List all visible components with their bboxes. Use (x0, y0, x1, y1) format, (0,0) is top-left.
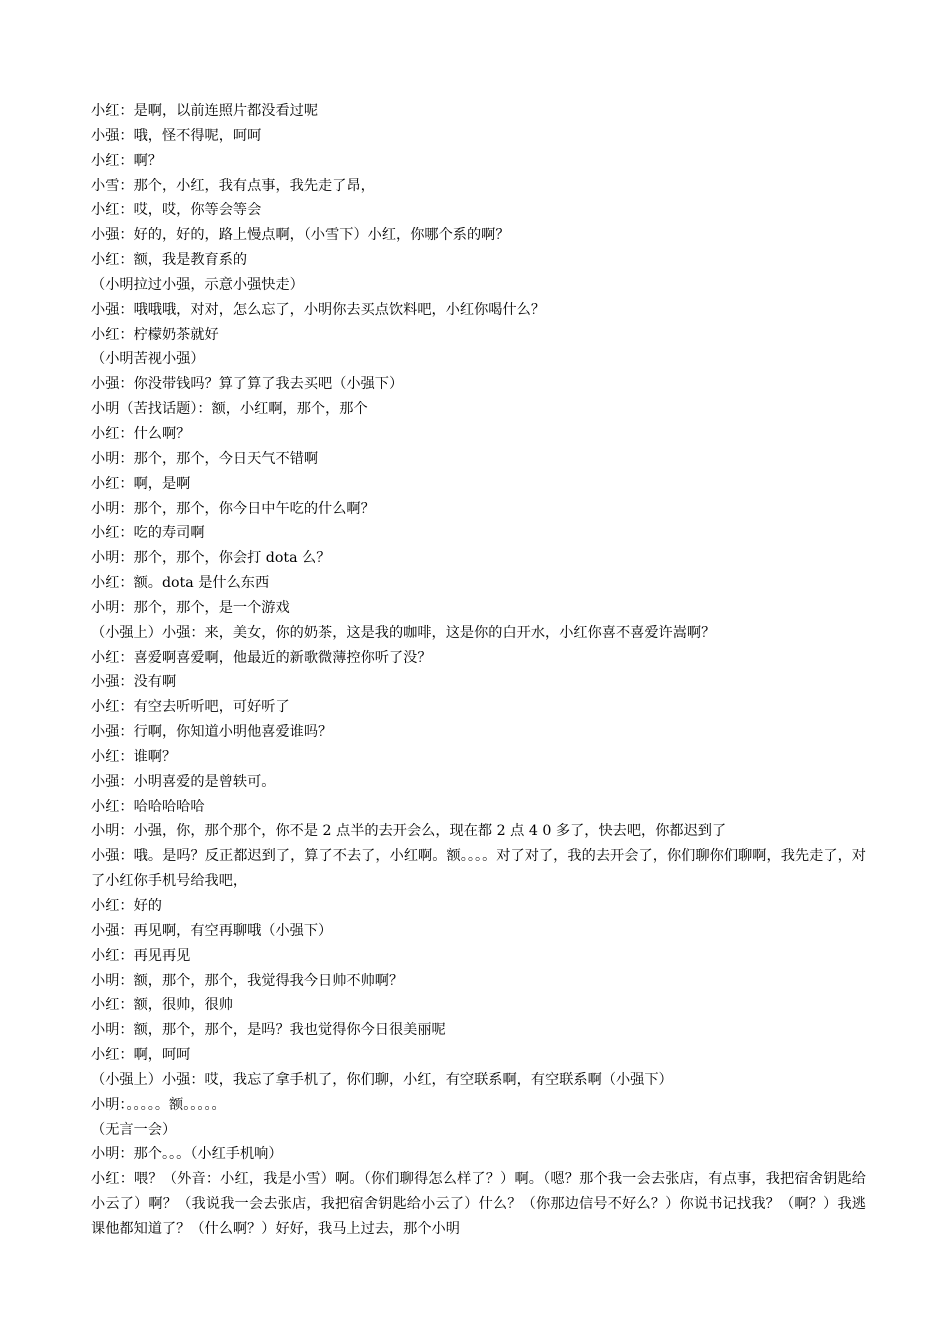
dialogue-line: 小红：喜爱啊喜爱啊，他最近的新歌微薄控你听了没？ (91, 649, 432, 666)
dialogue-line: 小明：小强，你，那个那个，你不是 2 点半的去开会么，现在都 2 点 4 0 多了，快去吧，你都迟到了 (91, 823, 727, 840)
dialogue-line: 小强：小明喜爱的是曾轶可。 (91, 773, 276, 790)
dialogue-line: 小明：那个，那个，是一个游戏 (91, 599, 290, 616)
dialogue-line: 小红：有空去听听吧，可好听了 (91, 699, 290, 716)
dialogue-line: 小明：那个，那个，你会打 dota 么？ (91, 550, 331, 567)
script-body (91, 99, 866, 1242)
dialogue-line: 小强：行啊，你知道小明他喜爱谁吗？ (91, 724, 333, 741)
dialogue-line: 小强：哦。是吗？反正都迟到了，算了不去了，小红啊。额。。。。对了对了，我的去开会了，你们聊你们聊啊，我先走了，对了小红你手机号给我吧， (91, 848, 866, 890)
dialogue-line: 小强：没有啊 (91, 674, 177, 691)
dialogue-line: 小红：额，我是教育系的 (91, 252, 248, 269)
dialogue-line: 小红：柠檬奶茶就好 (91, 326, 219, 343)
dialogue-line: 小红：啊，是啊 (91, 475, 191, 492)
dialogue-line: 小明：额，那个，那个，我觉得我今日帅不帅啊？ (91, 972, 404, 989)
dialogue-line: 小红：吃的寿司啊 (91, 525, 205, 542)
dialogue-line: 小明：额，那个，那个，是吗？我也觉得你今日很美丽呢 (91, 1022, 446, 1039)
dialogue-line: 小明：。。。。。额。。。。。 (91, 1096, 226, 1113)
dialogue-line: 小红：额。dota 是什么东西 (91, 575, 270, 592)
dialogue-line: （小强上）小强：来，美女，你的奶茶，这是我的咖啡，这是你的白开水，小红你喜不喜爱许嵩啊？ (91, 624, 716, 641)
dialogue-line: 小红：哈哈哈哈哈 (91, 798, 205, 815)
dialogue-line: 小红：啊？ (91, 152, 162, 169)
dialogue-line: 小雪：那个，小红，我有点事，我先走了昂， (91, 177, 375, 194)
dialogue-line: 小明（苦找话题）：额，小红啊，那个，那个 (91, 401, 368, 418)
dialogue-line: 小红：额，很帅，很帅 (91, 997, 233, 1014)
stage-direction: （无言一会） (91, 1121, 177, 1138)
dialogue-line: 小红：谁啊？ (91, 748, 177, 765)
dialogue-line: 小强：哦，怪不得呢，呵呵 (91, 127, 262, 144)
dialogue-line: 小红：再见再见 (91, 947, 191, 964)
dialogue-line: 小红：啊，呵呵 (91, 1047, 191, 1064)
dialogue-line: （小强上）小强：哎，我忘了拿手机了，你们聊，小红，有空联系啊，有空联系啊（小强下） (91, 1071, 673, 1088)
dialogue-line: 小强：再见啊，有空再聊哦（小强下） (91, 922, 333, 939)
dialogue-line: 小红：喂？（外音：小红，我是小雪）啊。（你们聊得怎么样了？）啊。（嗯？那个我一会去张店，有点事，我把宿舍钥匙给小云了）啊？（我说我一会去张店，我把宿舍钥匙给小云了）什么？（你那边信号不好么？）你说书记找我？（啊？）我逃课他都知道了？（什么啊？）好好，我马上过去，那个小明 (91, 1171, 866, 1237)
dialogue-line: 小明：那个，那个，今日天气不错啊 (91, 450, 319, 467)
dialogue-line: 小强：好的，好的，路上慢点啊，（小雪下）小红，你哪个系的啊？ (91, 227, 510, 244)
dialogue-line: 小红：哎，哎，你等会等会 (91, 202, 262, 219)
stage-direction: （小明拉过小强，示意小强快走） (91, 276, 304, 293)
dialogue-line: 小强：哦哦哦，对对，怎么忘了，小明你去买点饮料吧，小红你喝什么？ (91, 301, 546, 318)
dialogue-line: 小红：是啊，以前连照片都没看过呢 (91, 103, 319, 119)
dialogue-line: 小红：好的 (91, 898, 162, 914)
dialogue-line: 小强：你没带钱吗？算了算了我去买吧（小强下） (91, 376, 404, 393)
stage-direction: （小明苦视小强） (91, 351, 205, 368)
dialogue-line: 小红：什么啊？ (91, 425, 191, 442)
dialogue-line: 小明：那个。。。（小红手机响） (91, 1146, 283, 1163)
dialogue-line: 小明：那个，那个，你今日中午吃的什么啊？ (91, 500, 375, 517)
